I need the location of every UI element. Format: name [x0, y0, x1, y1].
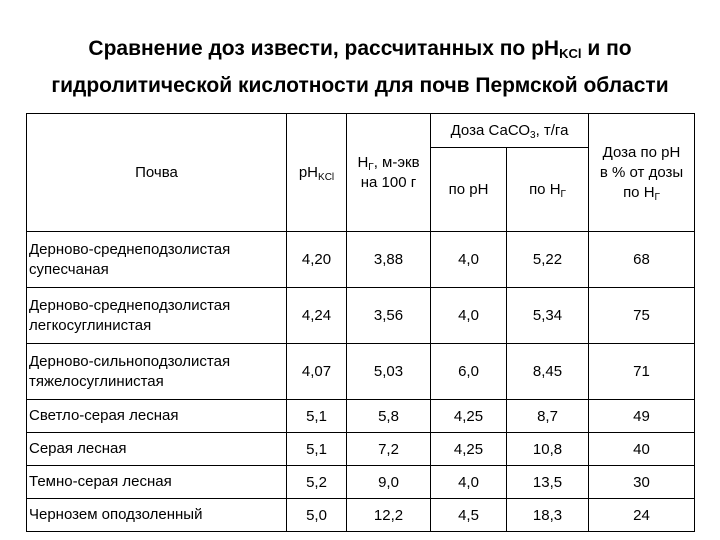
percent-cell: 30: [589, 466, 695, 499]
soil-cell: Серая лесная: [27, 433, 287, 466]
table-row: [27, 344, 695, 400]
dose-ph-cell: 4,0: [431, 288, 507, 344]
hg-cell: 12,2: [347, 499, 431, 532]
percent-cell: 40: [589, 433, 695, 466]
lime-dose-table: [26, 113, 695, 532]
header-dose: Доза СаСО$_3$, т/га: [431, 114, 589, 148]
table-row: [27, 433, 695, 466]
soil-cell: Темно-серая лесная: [27, 466, 287, 499]
hg-cell: 5,03: [347, 344, 431, 400]
dose-hg-cell: 18,3: [507, 499, 589, 532]
dose-ph-cell: 4,0: [431, 466, 507, 499]
table-row: [27, 499, 695, 532]
soil-cell: Дерново-среднеподзолистая легкосуглинистая: [27, 288, 287, 344]
hg-cell: 3,56: [347, 288, 431, 344]
ph-cell: 4,20: [287, 232, 347, 288]
dose-ph-cell: 4,25: [431, 400, 507, 433]
ph-cell: 5,1: [287, 400, 347, 433]
dose-hg-cell: 8,7: [507, 400, 589, 433]
hg-cell: 9,0: [347, 466, 431, 499]
table-row: [27, 232, 695, 288]
table-row: [27, 466, 695, 499]
title-line-2: гидролитической кислотности для почв Пермской области: [51, 74, 669, 97]
header-row-1: [27, 114, 695, 148]
hg-cell: 5,8: [347, 400, 431, 433]
percent-cell: 75: [589, 288, 695, 344]
hg-cell: 7,2: [347, 433, 431, 466]
dose-hg-cell: 5,22: [507, 232, 589, 288]
table-row: [27, 288, 695, 344]
dose-ph-cell: 4,25: [431, 433, 507, 466]
dose-hg-cell: 5,34: [507, 288, 589, 344]
percent-cell: 24: [589, 499, 695, 532]
dose-ph-cell: 4,5: [431, 499, 507, 532]
ph-cell: 5,2: [287, 466, 347, 499]
header-ph: $рН_{KCl}$: [287, 114, 347, 232]
soil-cell: Дерново-среднеподзолистая супесчаная: [27, 232, 287, 288]
soil-cell: Светло-серая лесная: [27, 400, 287, 433]
dose-ph-cell: 4,0: [431, 232, 507, 288]
dose-hg-cell: 8,45: [507, 344, 589, 400]
ph-cell: 5,1: [287, 433, 347, 466]
ph-cell: 4,07: [287, 344, 347, 400]
header-hydrolytic-acidity: $Н_Г$, м-экв на 100 г: [347, 114, 431, 232]
hg-cell: 3,88: [347, 232, 431, 288]
header-dose-by-hg: по $Н_Г$: [507, 148, 589, 232]
ph-cell: 5,0: [287, 499, 347, 532]
header-dose-by-ph: по рН: [431, 148, 507, 232]
header-soil: Почва: [27, 114, 287, 232]
title-line-1: Сравнение доз извести, рассчитанных по $рН_{KCl}$ и по: [88, 37, 632, 61]
percent-cell: 49: [589, 400, 695, 433]
dose-hg-cell: 13,5: [507, 466, 589, 499]
page-title: [0, 30, 720, 104]
table-row: [27, 400, 695, 433]
percent-cell: 68: [589, 232, 695, 288]
dose-ph-cell: 6,0: [431, 344, 507, 400]
percent-cell: 71: [589, 344, 695, 400]
ph-cell: 4,24: [287, 288, 347, 344]
soil-cell: Чернозем оподзоленный: [27, 499, 287, 532]
dose-hg-cell: 10,8: [507, 433, 589, 466]
header-dose-percent: Доза по рН в % от дозы по $Н_Г$: [589, 114, 695, 232]
soil-cell: Дерново-сильноподзолистая тяжелосуглинистая: [27, 344, 287, 400]
